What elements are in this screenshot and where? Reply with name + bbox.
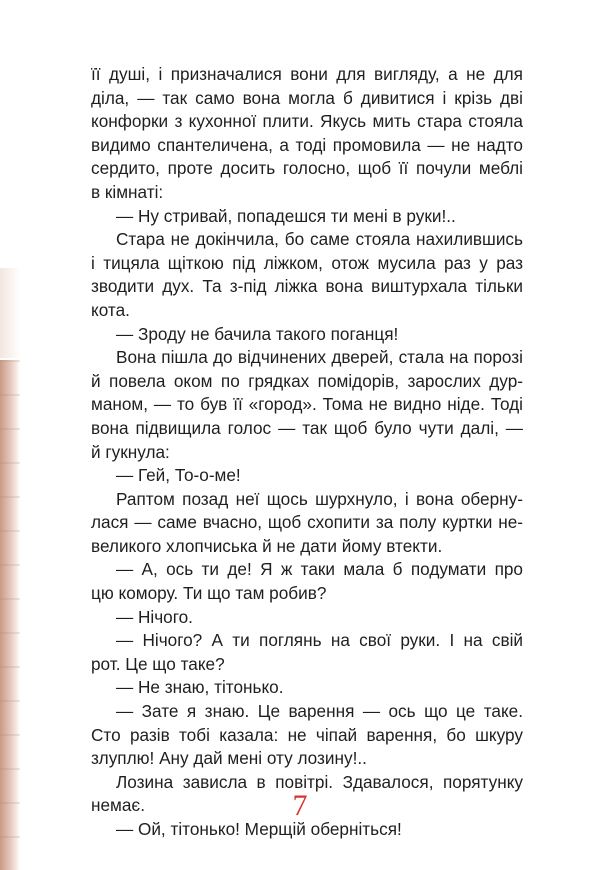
text-line: цю комору. Ти що там робив? [91,583,327,604]
text-line: і тицяла щіткою під ліжком, отож мусила раз у раз [91,252,523,273]
text-line: видимо спантеличена, а тоді промовила — не надто [91,134,523,155]
text-line: злуплю! Ану дай мені оту лозину!.. [91,748,367,769]
body-text [91,63,523,842]
text-line: рот. Це що таке? [91,653,225,674]
text-line: — Гей, То-о-ме! [116,465,241,486]
text-line: в кімнаті: [91,181,164,202]
text-line: діла, — так само вона могла б дивитися і крізь дві [91,87,523,108]
text-line: вона підвищила голос — так щоб було чути далі, — [91,417,523,438]
text-line: — Нічого? А ти поглянь на свої руки. І на свій [116,630,523,651]
text-line: великого хлопчиська й не дати йому втекти. [91,535,443,556]
text-line: — Ой, тітонько! Мерщій оберніться! [116,819,402,839]
text-line: Раптом позад неї щось шурхнуло, і вона оберну- [116,488,523,509]
edge-illustration-top [0,268,20,358]
text-line: й гукнула: [91,441,170,462]
text-line: — Не знаю, тітонько. [116,677,284,698]
text-line: Вона пішла до відчинених дверей, стала на порозі [116,347,523,368]
text-line: маном, — то був її «город». Тома не видно ніде. Тоді [91,394,523,415]
text-line: — Зате я знаю. Це варення — ось що це таке. [116,701,523,722]
text-line: Сто разів тобі казала: не чіпай варення, бо шкуру [91,724,523,745]
text-line: немає. [91,795,145,816]
text-line: — Нічого. [116,606,193,627]
text-line: — А, ось ти де! Я ж таки мала б подумати про [116,559,523,580]
text-line: її душі, і призначалися вони для вигляду, а не для [91,64,523,84]
text-line: Стара не докінчила, бо саме стояла нахилившись [116,229,523,250]
text-line: кота. [91,299,130,320]
page-number: 7 [292,789,308,822]
text-line: конфорки з кухонної плити. Якусь мить стара стояла [91,111,523,132]
text-line: лася — саме вчасно, щоб схопити за полу куртки не- [91,512,523,533]
text-line: й повела оком по грядках помідорів, зарослих дур- [91,370,523,391]
text-line: — Зроду не бачила такого поганця! [116,323,399,344]
text-line: Лозина зависла в повітрі. Здавалося, порятунку [116,771,523,792]
text-line: зводити дух. Та з-під ліжка вона виштурхала тільки [91,276,523,297]
text-line: — Ну стривай, попадешся ти мені в руки!.. [116,205,456,226]
text-line: сердито, проте досить голосно, щоб її почули меблі [91,158,523,179]
